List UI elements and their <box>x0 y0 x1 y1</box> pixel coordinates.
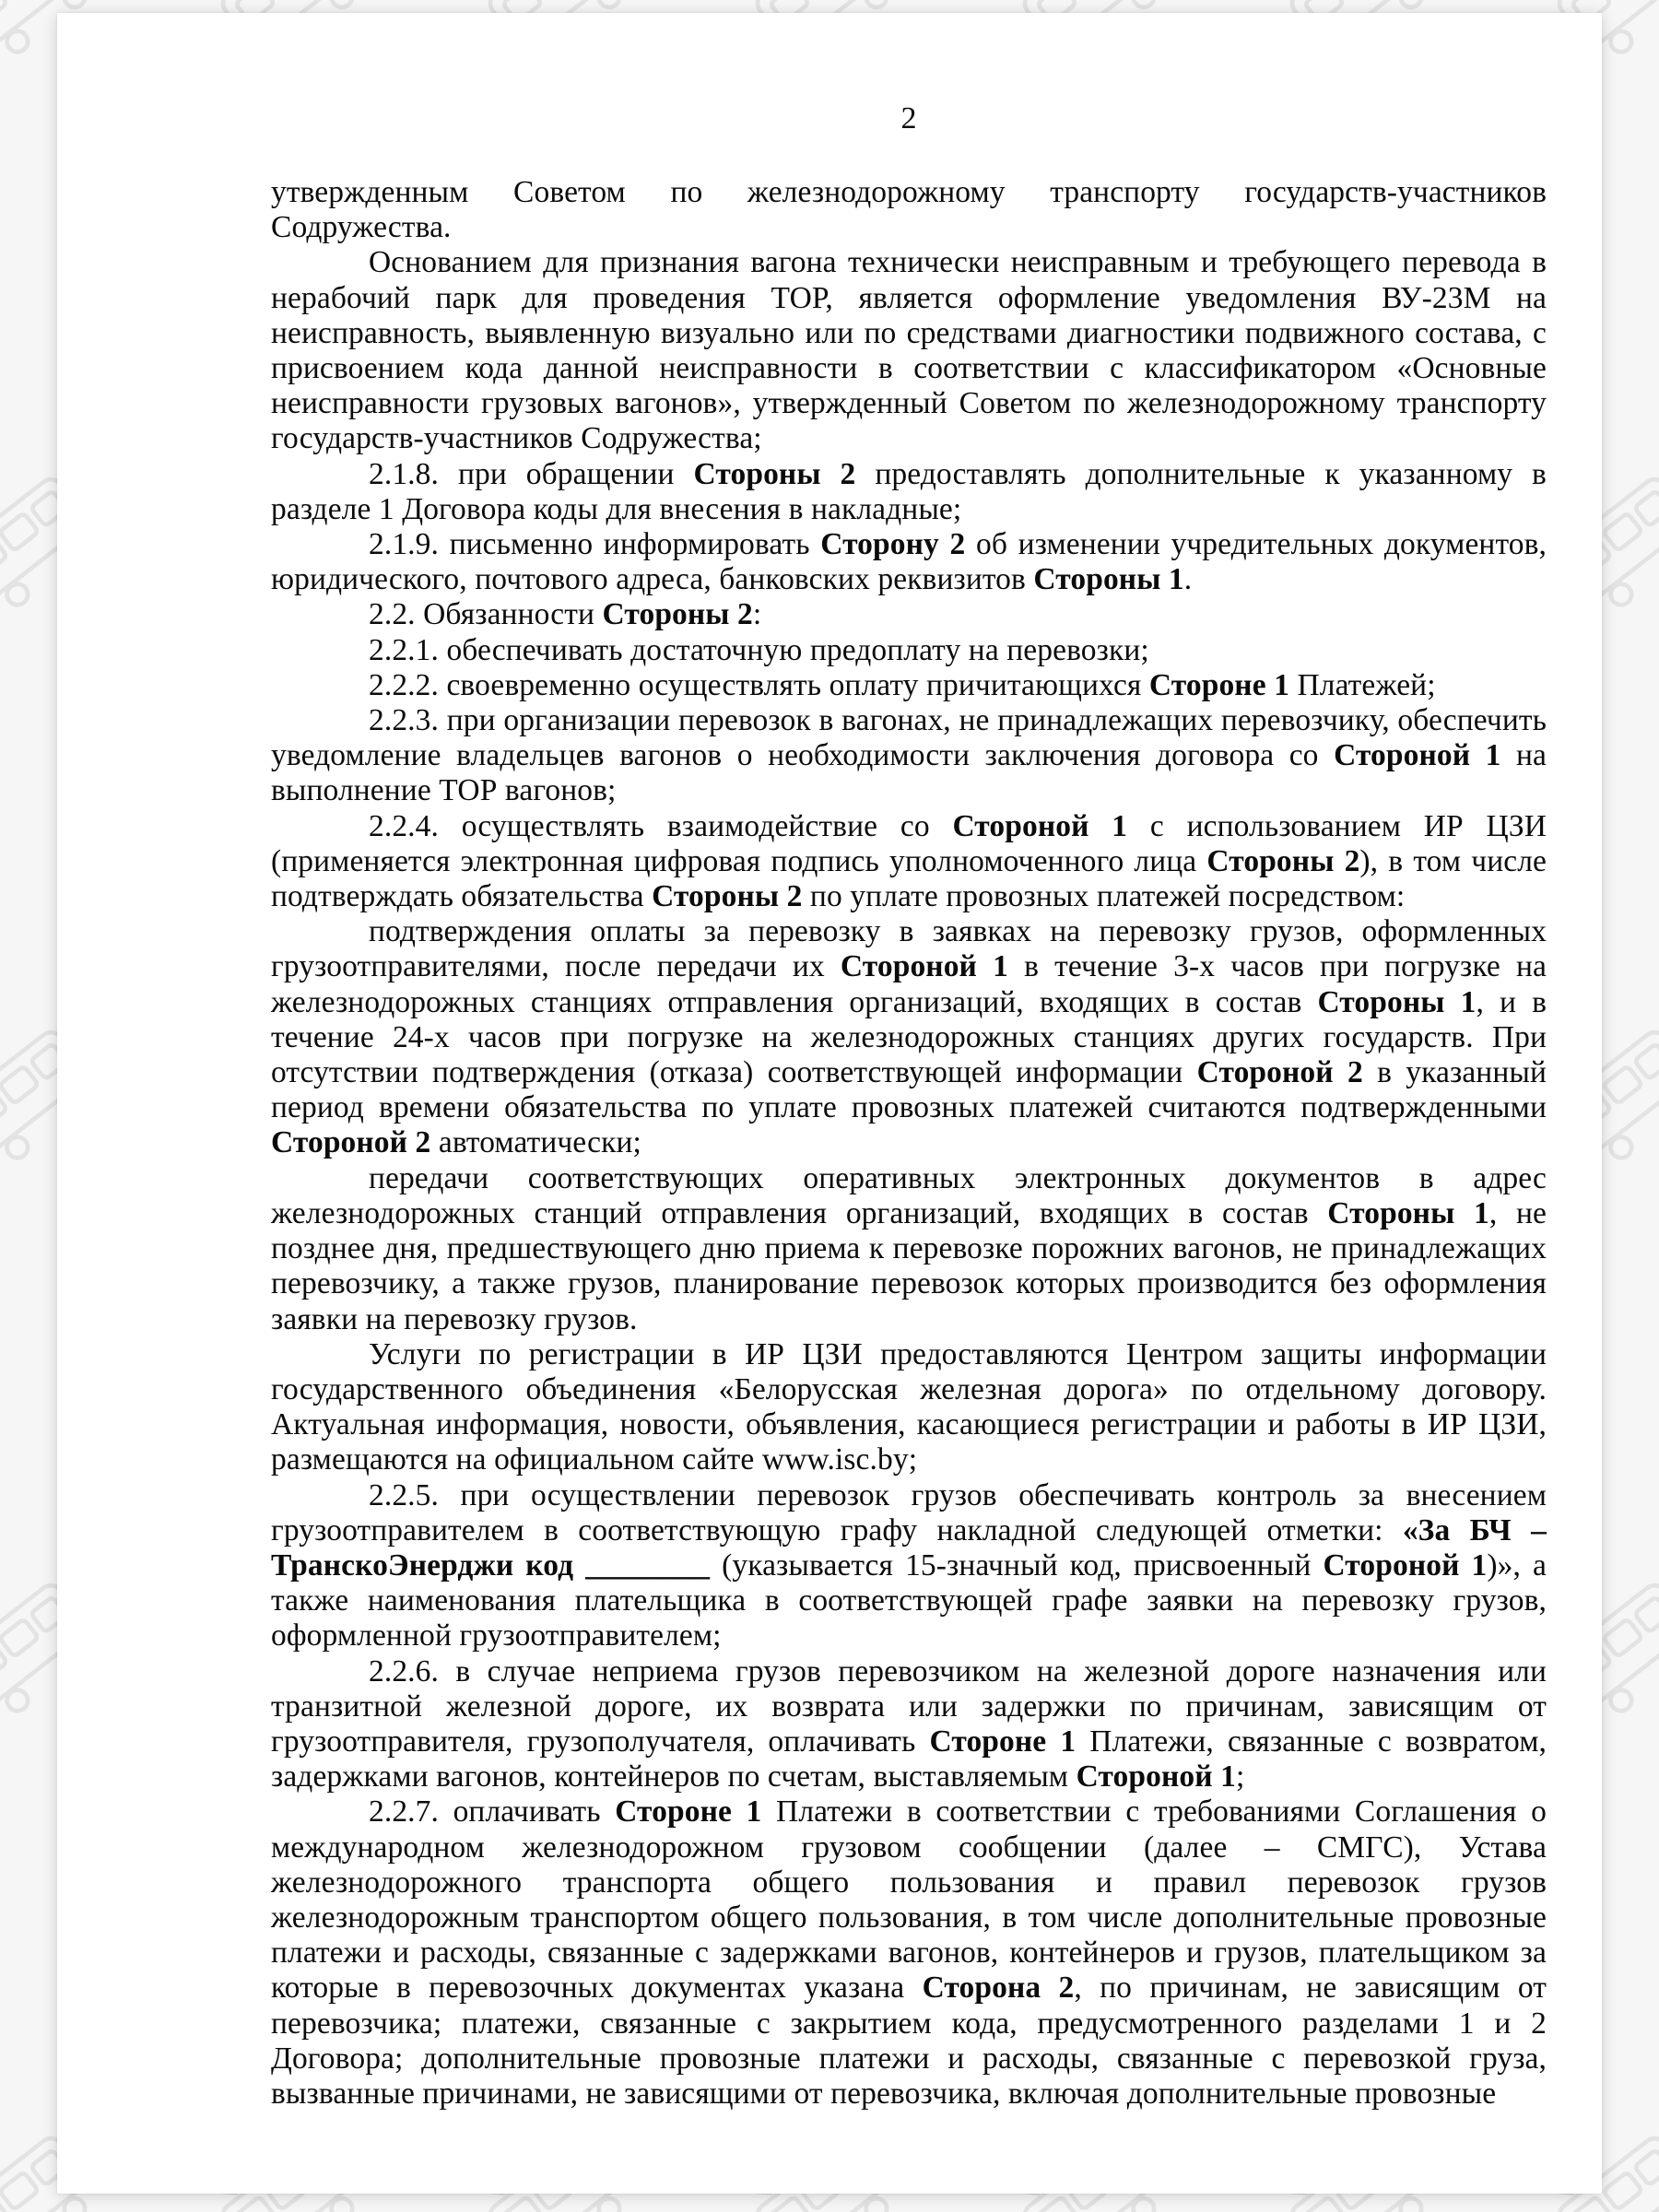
text-run: , не позднее дня, предшествующего дню приема к перевозке порожних вагонов, не принадлежащих перевозчику, а также грузов, планирование перевозок которых производится без оформления заявки на перевозку грузов. <box>271 1195 1547 1336</box>
bold-text-run: Стороной 1 <box>840 949 1008 984</box>
bold-text-run: «За БЧ – ТранскоЭнерджи код ________ <box>271 1512 1547 1583</box>
text-run: по уплате провозных платежей посредством: <box>802 879 1406 914</box>
bold-text-run: Стороны 1 <box>1033 562 1184 597</box>
paragraph <box>271 1794 1547 2112</box>
bold-text-run: Стороне 1 <box>615 1794 762 1830</box>
train-wagon-icon <box>1649 1822 1659 2039</box>
text-run: на выполнение ТОР вагонов; <box>271 738 1547 808</box>
page-number: 2 <box>900 101 917 135</box>
bold-text-run: Стороной 1 <box>1334 738 1501 773</box>
train-wagon-icon <box>1649 1269 1659 1486</box>
paragraph <box>271 809 1547 915</box>
bold-text-run: Стороне 1 <box>929 1724 1077 1759</box>
text-run: Услуги по регистрации в ИР ЦЗИ предоставляются Центром защиты информации государственного объединения «Белорусская железная дорога» по отдельному договору. Актуальная информация, новости, объявления, касающиеся регистрации и работы в ИР ЦЗИ, размещаются на официальном сайте www.isc.by; <box>271 1336 1547 1477</box>
text-run: 2.1.8. при обращении <box>369 456 694 491</box>
bold-text-run: Стороной 1 <box>1076 1759 1236 1794</box>
bold-text-run: Стороны 1 <box>1327 1195 1489 1230</box>
train-wagon-icon <box>1649 716 1659 933</box>
bold-text-run: Стороной 1 <box>952 808 1128 843</box>
text-run: Платежи в соответствии с требованиями Соглашения о международном железнодорожном грузовом сообщении (далее – СМГС), Устава железнодорожного транспорта общего пользования и правил перевозок грузов железнодорожным транспортом общего пользования, в том числе дополнительные провозные платежи и расходы, связанные с задержками вагонов, контейнеров и грузов, плательщиком за которые в перевозочных документах указана <box>271 1794 1547 2006</box>
train-wagon-icon <box>1649 163 1659 380</box>
text-run: . <box>1183 562 1193 597</box>
paragraph <box>271 1478 1547 1654</box>
text-run: автоматически; <box>430 1125 641 1160</box>
paragraph <box>271 457 1547 527</box>
paragraph <box>271 1337 1547 1478</box>
bold-text-run: Сторона 2 <box>922 1971 1075 2006</box>
bold-text-run: Стороной 2 <box>1196 1055 1363 1090</box>
text-run: ), в том числе подтверждать обязательства <box>271 843 1547 914</box>
paragraph <box>271 1161 1547 1337</box>
text-run: в течение 3-х часов при погрузке на железнодорожных станциях отправления организаций, входящих в состав <box>271 949 1547 1019</box>
train-wagon-icon <box>0 1269 1 1486</box>
bold-text-run: Стороны 2 <box>652 879 803 914</box>
text-run: : <box>752 597 762 632</box>
paragraph <box>271 175 1547 245</box>
text-run: )», а также наименования плательщика в соответствующей графе заявки на перевозку грузов, оформленной грузоотправителем; <box>271 1547 1547 1653</box>
text-run: об изменении учредительных документов, юридического, почтового адреса, банковских реквизитов <box>271 527 1547 597</box>
bold-text-run: Стороны 1 <box>1317 984 1477 1019</box>
text-run: с использованием ИР ЦЗИ (применяется электронная цифровая подпись уполномоченного лица <box>271 808 1547 878</box>
text-run: 2.1.9. письменно информировать <box>369 527 821 562</box>
text-run: 2.2.7. оплачивать <box>369 1794 616 1830</box>
text-run: предоставлять дополнительные к указанному в разделе 1 Договора коды для внесения в накладные; <box>271 456 1547 526</box>
document-page <box>57 13 1602 2194</box>
bold-text-run: Стороне 1 <box>1148 667 1289 702</box>
text-run: 2.2.6. в случае неприема грузов перевозчиком на железной дороге назначения или транзитной железной дороге, их возврата или задержки по причинам, зависящим от грузоотправителя, грузополучателя, оплачивать <box>271 1653 1547 1759</box>
text-run: 2.2.1. обеспечивать достаточную предоплату на перевозки; <box>369 632 1149 667</box>
paragraph <box>271 668 1547 703</box>
text-run: подтверждения оплаты за перевозку в заявках на перевозку грузов, оформленных грузоотправителями, после передачи их <box>271 914 1547 984</box>
text-run: ; <box>1235 1759 1245 1794</box>
bold-text-run: Стороной 1 <box>1323 1547 1488 1583</box>
text-run: Платежи, связанные с возвратом, задержками вагонов, контейнеров по счетам, выставляемым <box>271 1724 1547 1794</box>
text-run: 2.2.4. осуществлять взаимодействие со <box>369 808 953 843</box>
text-run: 2.2. Обязанности <box>369 597 603 632</box>
text-run: (указывается 15-значный код, присвоенный <box>722 1547 1324 1583</box>
text-run: 2.2.3. при организации перевозок в вагонах, не принадлежащих перевозчику, обеспечить уведомление владельцев вагонов о необходимости заключения договора со <box>271 703 1547 773</box>
train-wagon-icon <box>0 163 1 380</box>
text-run: передачи соответствующих оперативных электронных документов в адрес железнодорожных станций отправления организаций, входящих в состав <box>271 1160 1547 1230</box>
bold-text-run: Стороны 2 <box>693 456 856 491</box>
text-run: утвержденным Советом по железнодорожному транспорту государств-участников Содружества. <box>271 175 1547 245</box>
text-run: Платежей; <box>1289 667 1436 702</box>
paragraph <box>271 597 1547 632</box>
paragraph <box>271 703 1547 809</box>
paragraph <box>271 914 1547 1160</box>
bold-text-run: Стороной 2 <box>271 1125 431 1160</box>
text-run: 2.2.2. своевременно осуществлять оплату причитающихся <box>369 667 1149 702</box>
train-wagon-icon <box>0 716 1 933</box>
text-run: Основанием для признания вагона технически неисправным и требующего перевода в нерабочий парк для проведения ТОР, является оформление уведомления ВУ-23М на неисправность, выявленную визуально или по средствами диагностики подвижного состава, с присвоением кода данной неисправности в соответствии с классификатором «Основные неисправности грузовых вагонов», утвержденный Советом по железнодорожному транспорту государств-участников Содружества; <box>271 245 1547 456</box>
bold-text-run: Сторону 2 <box>820 527 966 562</box>
paragraph <box>271 245 1547 456</box>
train-wagon-icon <box>0 1822 1 2039</box>
paragraph <box>271 527 1547 597</box>
bold-text-run: Стороны 2 <box>1206 843 1360 878</box>
bold-text-run: Стороны 2 <box>602 597 753 632</box>
document-body <box>271 175 1547 2112</box>
text-run: , по причинам, не зависящим от перевозчика; платежи, связанные с закрытием кода, предусмотренного разделами 1 и 2 Договора; дополнительные провозные платежи и расходы, связанные с перевозкой груза, вызванные причинами, не зависящими от перевозчика, включая дополнительные провозные <box>271 1971 1547 2111</box>
text-run: в указанный период времени обязательства по уплате провозных платежей считаются подтвержденными <box>271 1055 1547 1125</box>
text-run: , и в течение 24-х часов при погрузке на железнодорожных станциях других государств. При отсутствии подтверждения (отказа) соответствующей информации <box>271 984 1547 1090</box>
text-run: 2.2.5. при осуществлении перевозок грузов обеспечивать контроль за внесением грузоотправителем в соответствующую графу накладной следующей отметки: <box>271 1477 1547 1547</box>
paragraph <box>271 1654 1547 1795</box>
paragraph <box>271 633 1547 668</box>
